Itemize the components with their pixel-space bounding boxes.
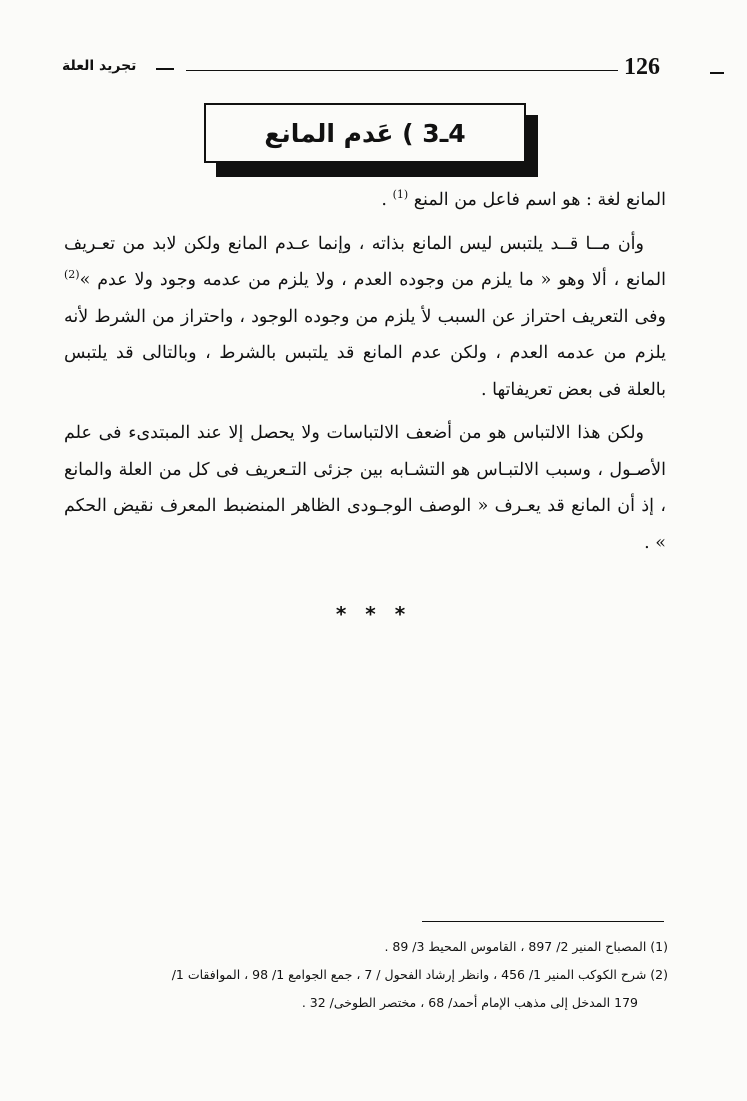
running-header: [62, 54, 670, 88]
running-title: تجريد العلة: [62, 58, 137, 74]
footnote-1: (1) المصباح المنير 2/ 897 ، القاموس المحيط 3/ 89 .: [384, 939, 668, 954]
body-text: [64, 182, 666, 568]
footnote-rule: [422, 921, 664, 922]
header-dash-right: [710, 72, 724, 74]
footnotes: [60, 933, 668, 1017]
paragraph-1-end: .: [381, 190, 393, 210]
paragraph-3: ولكن هذا الالتباس هو من أضعف الالتباسات ولا يحصل إلا عند المبتدىء فى علم الأصـول ، وسبب الالتبـاس هو التشـابه بين جزئى التـعريف فى كل من العلة والمانع ، إذ أن المانع قد يعـرف « الوصف الوجـودى الظاهر المنضبط المعرف نقيض الحكم » .: [64, 423, 666, 553]
footnote-ref-1: (1): [392, 188, 409, 202]
header-rule: [186, 70, 618, 71]
footnote-2: (2) شرح الكوكب المنير 1/ 456 ، وانظر إرشاد الفحول / 7 ، جمع الجوامع 1/ 98 ، الموافقات 1/: [171, 967, 668, 982]
footnote-ref-2: (2): [64, 268, 80, 282]
section-heading-box: [204, 103, 526, 163]
paragraph-2: [64, 226, 666, 409]
footnote-2-continued: 179 المدخل إلى مذهب الإمام أحمد/ 68 ، مختصر الطوخى/ 32 .: [301, 995, 638, 1010]
paragraph-1: [64, 182, 666, 219]
header-dash-left: [156, 68, 174, 70]
section-separator: * * *: [335, 602, 412, 626]
paragraph-2-text-b: وفى التعريف احتراز عن السبب لأ يلزم من وجوده الوجود ، واحتراز من الشرط لأنه يلزم من عدمه العدم ، ولكن عدم المانع قد يلتبس بالشرط ، وبالتالى قد يلتبس بالعلة فى بعض تعريفاتها .: [64, 306, 666, 400]
paragraph-1-text: المانع لغة : هو اسم فاعل من المنع: [413, 190, 666, 210]
paragraph-2-text-a: وأن مــا قــد يلتبس ليس المانع بذاته ، وإنما عـدم المانع ولكن لابد من تعـريف المانع ، ألا وهو « ما يلزم من وجوده العدم ، ولا يلزم من عدمه وجود ولا عدم »: [64, 233, 666, 290]
page-number: 126: [624, 54, 660, 80]
section-heading: 4ـ3 ) عَدم المانع: [264, 118, 466, 148]
